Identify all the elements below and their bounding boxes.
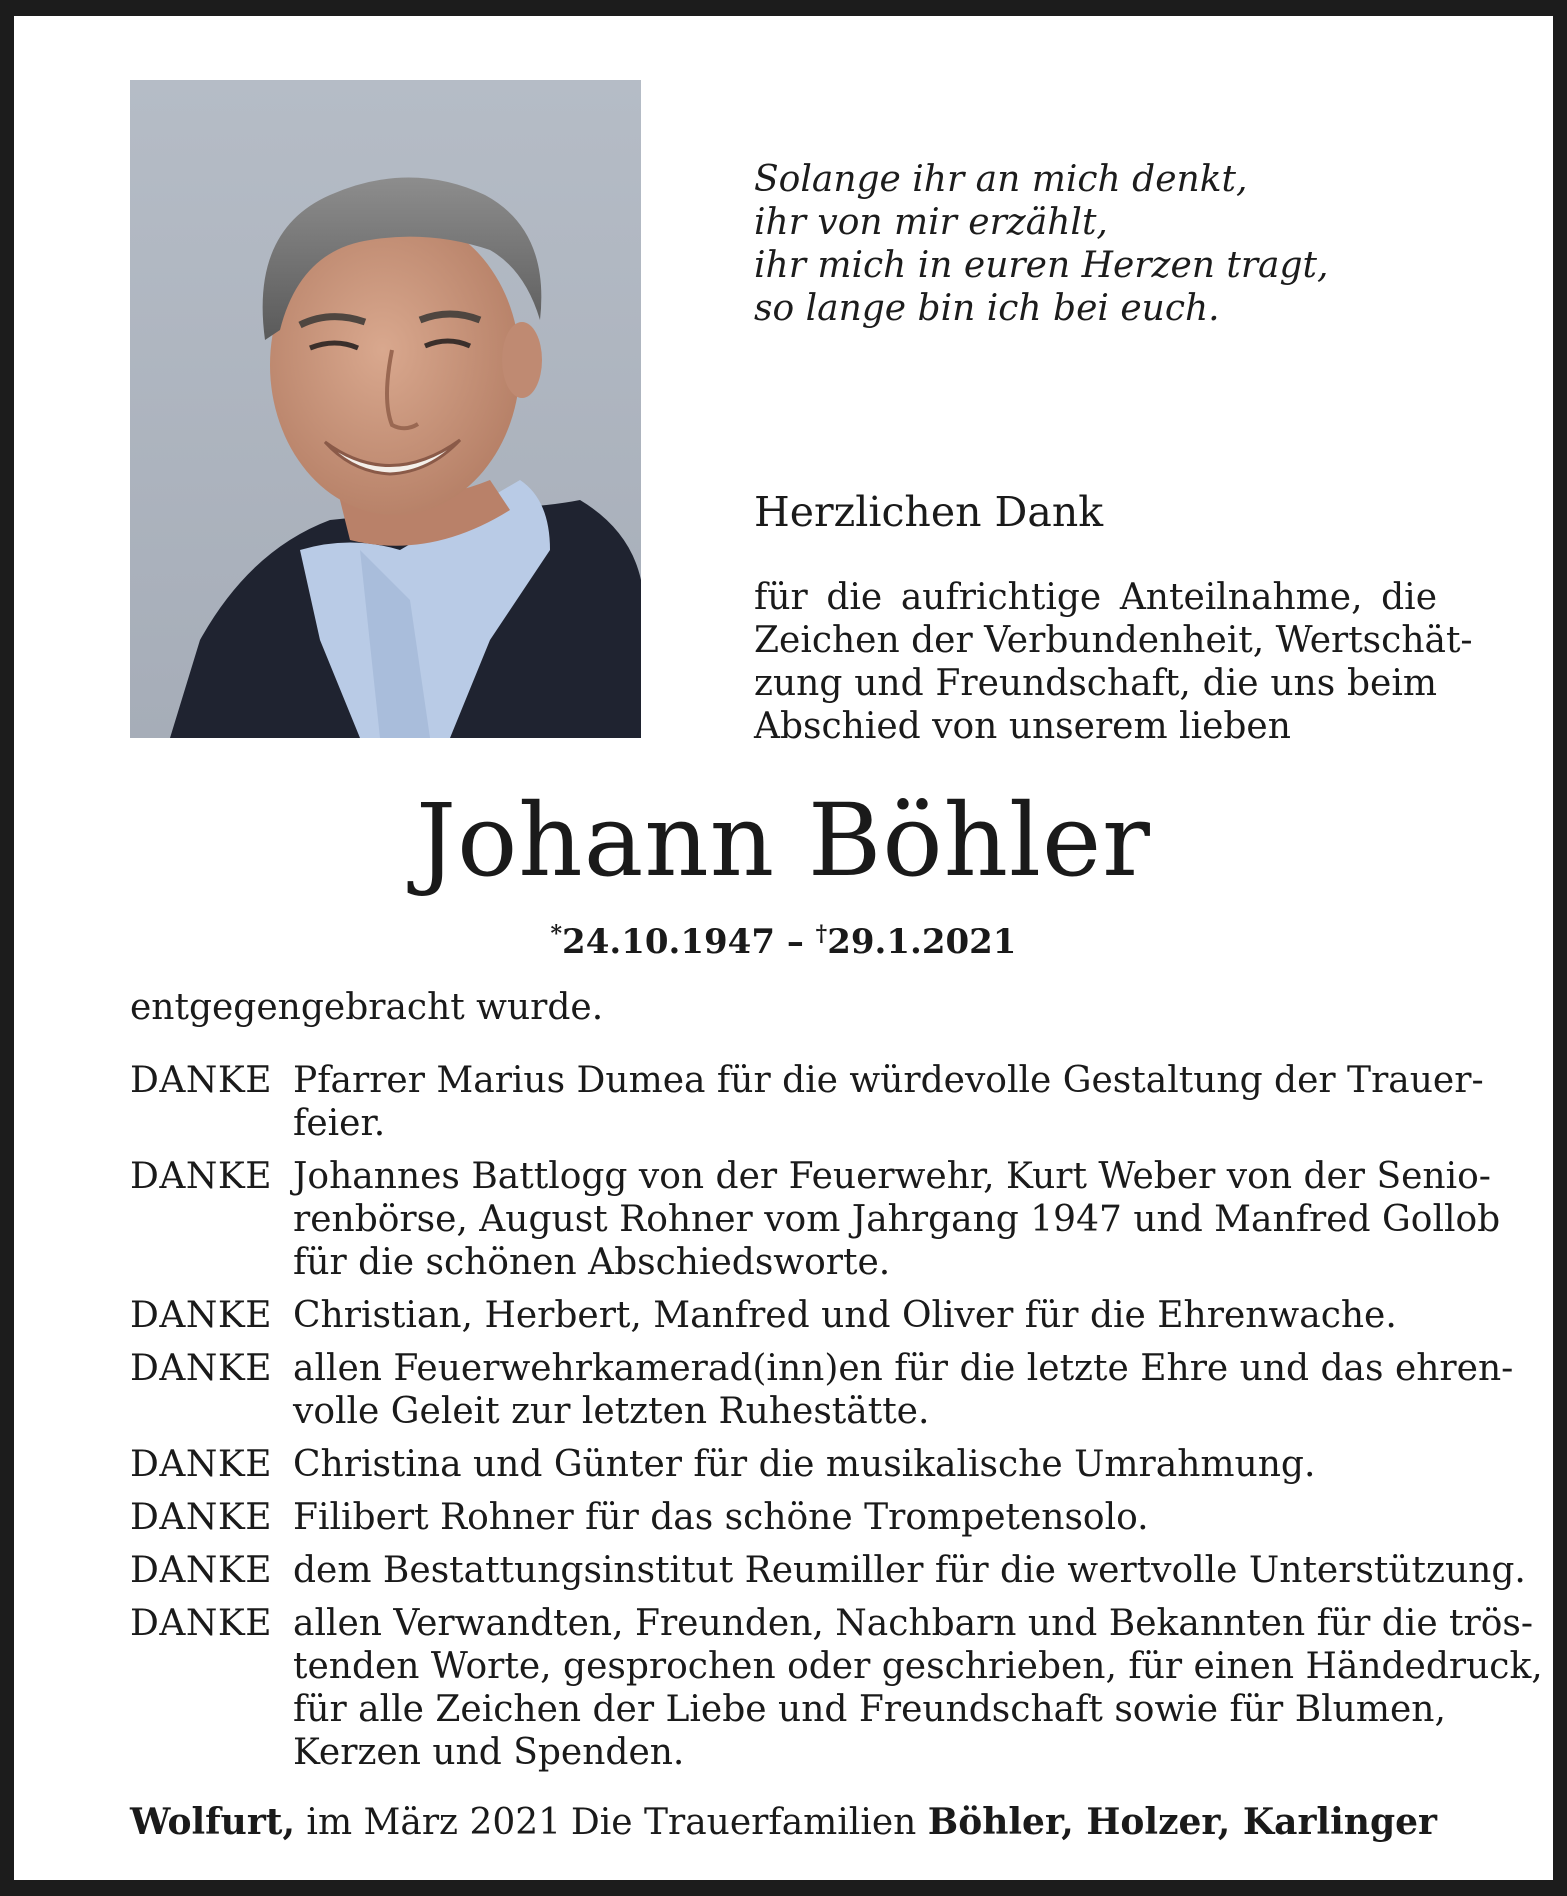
poem-line: ihr mich in euren Herzen tragt, <box>754 245 1329 286</box>
thanks-line: feier. <box>293 1103 386 1144</box>
thanks-line: volle Geleit zur letzten Ruhestätte. <box>293 1391 930 1432</box>
thanks-label: DANKE <box>130 1060 273 1101</box>
death-symbol: † <box>815 921 828 947</box>
thanks-line: Johannes Battlogg von der Feuerwehr, Kurt Weber von der Senio- <box>293 1156 1491 1197</box>
thanks-text <box>293 1602 1543 1774</box>
date-separator: – <box>774 922 816 962</box>
thanks-item <box>130 1443 1437 1486</box>
date-text: im März 2021 <box>294 1802 562 1843</box>
place-name: Wolfurt, <box>130 1801 295 1843</box>
intro-line: Abschied von unserem lieben <box>754 706 1291 747</box>
thanks-item <box>130 1294 1437 1337</box>
thanks-label: DANKE <box>130 1550 273 1591</box>
mourning-families <box>571 1800 1437 1845</box>
deceased-name: Johann Böhler <box>416 782 1151 899</box>
thanks-item <box>130 1347 1514 1433</box>
thanks-label: DANKE <box>130 1348 273 1389</box>
thanks-text <box>293 1155 1501 1284</box>
thanks-label: DANKE <box>130 1603 273 1644</box>
thanks-text <box>293 1294 1437 1337</box>
thanks-label: DANKE <box>130 1295 273 1336</box>
intro-line: für die aufrichtige Anteilnahme, die <box>754 577 1437 618</box>
thanks-item <box>130 1155 1501 1284</box>
thanks-line: für alle Zeichen der Liebe und Freundschaft sowie für Blumen, <box>293 1689 1446 1730</box>
memorial-poem <box>754 158 1454 330</box>
birth-date: 24.10.1947 <box>562 922 775 962</box>
intro-line: Zeichen der Verbundenheit, Wertschät- <box>754 620 1473 661</box>
frame-border-top <box>0 0 1567 16</box>
thanks-list <box>130 1059 1543 1784</box>
poem-line: ihr von mir erzählt, <box>754 202 1108 243</box>
death-date: 29.1.2021 <box>827 922 1017 962</box>
thanks-line: tenden Worte, gesprochen oder geschrieben, für einen Händedruck, <box>293 1646 1543 1687</box>
thanks-line: Kerzen und Spenden. <box>293 1732 685 1773</box>
intro-line: zung und Freundschaft, die uns beim <box>754 663 1437 704</box>
thanks-text <box>293 1443 1437 1486</box>
thanks-label: DANKE <box>130 1497 273 1538</box>
thanks-item <box>130 1602 1543 1774</box>
thanks-line: für die schönen Abschiedsworte. <box>293 1242 891 1283</box>
thanks-line: Pfarrer Marius Dumea für die würdevolle Gestaltung der Trauer- <box>293 1060 1484 1101</box>
thanks-item <box>130 1059 1484 1145</box>
thanks-line: dem Bestattungsinstitut Reumiller für die wertvolle Unterstützung. <box>293 1550 1526 1591</box>
thanks-line: Christian, Herbert, Manfred und Oliver für die Ehrenwache. <box>293 1295 1397 1336</box>
thanks-text <box>293 1347 1514 1433</box>
portrait-photo <box>130 80 641 738</box>
thanks-line: allen Verwandten, Freunden, Nachbarn und Bekannten für die trös- <box>293 1603 1534 1644</box>
poem-line: Solange ihr an mich denkt, <box>754 159 1248 200</box>
poem-line: so lange bin ich bei euch. <box>754 288 1220 329</box>
thanks-line: Christina und Günter für die musikalische Umrahmung. <box>293 1444 1316 1485</box>
frame-border-bottom <box>0 1880 1567 1896</box>
thanks-label: DANKE <box>130 1156 273 1197</box>
thanks-line: allen Feuerwehrkamerad(inn)en für die letzte Ehre und das ehren- <box>293 1348 1514 1389</box>
thanks-line: renbörse, August Rohner vom Jahrgang 1947 und Manfred Gollob <box>293 1199 1501 1240</box>
thanks-line: Filibert Rohner für das schöne Trompetensolo. <box>293 1497 1149 1538</box>
place-date <box>130 1800 561 1845</box>
thanks-item <box>130 1496 1437 1539</box>
intro-continuation: entgegengebracht wurde. <box>130 987 604 1028</box>
family-names: Böhler, Holzer, Karlinger <box>927 1801 1437 1843</box>
intro-paragraph <box>754 576 1473 748</box>
thanks-item <box>130 1549 1526 1592</box>
birth-symbol: * <box>550 921 563 947</box>
families-prefix: Die Trauerfamilien <box>570 1802 928 1843</box>
thanks-text <box>293 1059 1484 1145</box>
thanks-heading: Herzlichen Dank <box>754 488 1104 536</box>
thanks-text <box>293 1549 1526 1592</box>
life-dates <box>0 912 1567 964</box>
thanks-text <box>293 1496 1437 1539</box>
thanks-label: DANKE <box>130 1444 273 1485</box>
